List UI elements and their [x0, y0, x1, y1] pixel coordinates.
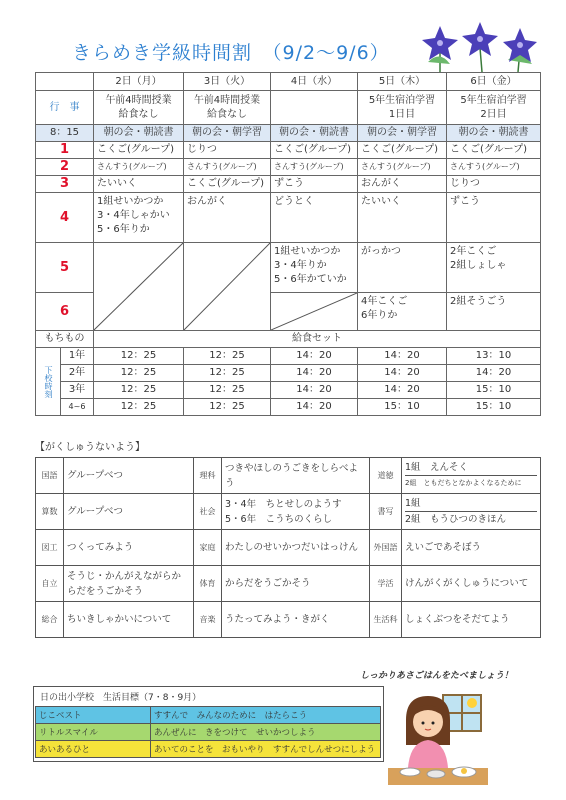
grade-label: 3年: [61, 382, 94, 399]
dismissal-time: 15：10: [447, 399, 541, 416]
day-header: 2日（月）: [94, 73, 184, 91]
learning-content-table: [35, 457, 541, 638]
subject-content: えいごであそぼう: [402, 530, 541, 566]
class-cell: さんすう(グループ): [184, 159, 271, 176]
subject-content: からだをうごかそう: [222, 566, 370, 602]
event-cell: 5年生宿泊学習 2日目: [447, 91, 541, 125]
period-number: 2: [36, 159, 94, 176]
class-cell: さんすう(グループ): [447, 159, 541, 176]
period-number: 5: [36, 243, 94, 293]
subject-label: 生活科: [370, 602, 402, 638]
subject-content: うたってみよう・きがく: [222, 602, 370, 638]
dismissal-time: 12：25: [94, 365, 184, 382]
class-cell: 1組せいかつか 3・4年りか 5・6年かていか: [271, 243, 358, 293]
class-cell: 4年こくご 6年りか: [358, 293, 447, 331]
class-cell: さんすう(グループ): [271, 159, 358, 176]
subject-label: 道徳: [370, 458, 402, 494]
subject-label: 算数: [36, 494, 64, 530]
class-cell: ずこう: [447, 193, 541, 243]
subject-content: わたしのせいかつだいはっけん: [222, 530, 370, 566]
goal-text: あいてのことを おもいやり すすんでしんせつにしよう: [151, 741, 381, 758]
subject-label: 社会: [194, 494, 222, 530]
dismissal-label: 下校時刻: [36, 348, 61, 416]
morning-cell: 朝の会・朝学習: [184, 125, 271, 142]
class-cell: こくご(グループ): [447, 142, 541, 159]
class-cell: こくご(グループ): [271, 142, 358, 159]
class-cell: おんがく: [184, 193, 271, 243]
belongings-label: もちもの: [36, 331, 94, 348]
dismissal-time: 12：25: [94, 348, 184, 365]
class-cell: がっかつ: [358, 243, 447, 293]
period-number: 6: [36, 293, 94, 331]
class-cell: たいいく: [358, 193, 447, 243]
subject-content: 1組 えんそく 2組 ともだちとなかよくなるために: [402, 458, 541, 494]
class-cell: じりつ: [447, 176, 541, 193]
subject-content: つくってみよう: [64, 530, 194, 566]
dismissal-time: 13：10: [447, 348, 541, 365]
girl-eating-breakfast-illustration: [388, 690, 488, 785]
dismissal-time: 14：20: [271, 348, 358, 365]
class-cell: さんすう(グループ): [358, 159, 447, 176]
day-header: 3日（火）: [184, 73, 271, 91]
day-header: 6日（金）: [447, 73, 541, 91]
subject-content: ちいきしゃかいについて: [64, 602, 194, 638]
morning-cell: 朝の会・朝学習: [358, 125, 447, 142]
event-cell: [271, 91, 358, 125]
class-cell: さんすう(グループ): [94, 159, 184, 176]
dismissal-time: 15：10: [358, 399, 447, 416]
dismissal-time: 14：20: [358, 382, 447, 399]
event-cell: 午前4時間授業 給食なし: [184, 91, 271, 125]
class-cell: こくご(グループ): [184, 176, 271, 193]
morning-cell: 朝の会・朝読書: [94, 125, 184, 142]
day-header: 5日（木）: [358, 73, 447, 91]
morning-cell: 朝の会・朝読書: [271, 125, 358, 142]
empty-cell: [271, 293, 358, 331]
subject-label: 理科: [194, 458, 222, 494]
dismissal-time: 14：20: [271, 399, 358, 416]
subject-content: つきやほしのうごきをしらべよう: [222, 458, 370, 494]
period-number: 3: [36, 176, 94, 193]
class-cell: こくご(グループ): [94, 142, 184, 159]
dismissal-time: 12：25: [184, 382, 271, 399]
dismissal-time: 14：20: [271, 382, 358, 399]
dismissal-time: 12：25: [94, 399, 184, 416]
class-cell: 2組そうごう: [447, 293, 541, 331]
page-title: きらめき学級時間割 （9/2〜9/6）: [72, 42, 390, 64]
subject-content: しょくぶつをそだてよう: [402, 602, 541, 638]
class-cell: こくご(グループ): [358, 142, 447, 159]
event-cell: 午前4時間授業 給食なし: [94, 91, 184, 125]
day-header: 4日（水）: [271, 73, 358, 91]
morning-time: 8：15: [36, 125, 94, 142]
class-cell: たいいく: [94, 176, 184, 193]
dismissal-time: 15：10: [447, 382, 541, 399]
goal-name: じこベスト: [36, 707, 151, 724]
grade-label: 2年: [61, 365, 94, 382]
morning-cell: 朝の会・朝読書: [447, 125, 541, 142]
subject-label: 学活: [370, 566, 402, 602]
period-number: 4: [36, 193, 94, 243]
subject-label: 国語: [36, 458, 64, 494]
dismissal-time: 14：20: [358, 365, 447, 382]
subject-label: 体育: [194, 566, 222, 602]
goal-name: リトルスマイル: [36, 724, 151, 741]
goal-text: あんぜんに きをつけて せいかつしよう: [151, 724, 381, 741]
subject-content: グループべつ: [64, 494, 194, 530]
dismissal-time: 12：25: [184, 399, 271, 416]
event-label: 行 事: [36, 91, 94, 125]
subject-content: そうじ・かんがえながらからだをうごかそう: [64, 566, 194, 602]
belongings-cell: 給食セット: [94, 331, 541, 348]
class-cell: どうとく: [271, 193, 358, 243]
class-cell: ずこう: [271, 176, 358, 193]
class-cell: じりつ: [184, 142, 271, 159]
subject-content: グループべつ: [64, 458, 194, 494]
class-cell: 2年こくご 2組しょしゃ: [447, 243, 541, 293]
event-cell: 5年生宿泊学習 1日目: [358, 91, 447, 125]
dismissal-time: 12：25: [184, 365, 271, 382]
period-number: 1: [36, 142, 94, 159]
subject-content: 3・4年 ちとせしのようす 5・6年 こうちのくらし: [222, 494, 370, 530]
subject-label: 総合: [36, 602, 64, 638]
grade-label: 4~6: [61, 399, 94, 416]
empty-cell: [94, 243, 184, 331]
life-goals-title: 日の出小学校 生活目標（7・8・9月）: [40, 693, 202, 703]
subject-label: 家庭: [194, 530, 222, 566]
bellflower-illustration: [420, 20, 540, 72]
class-cell: おんがく: [358, 176, 447, 193]
empty-cell: [184, 243, 271, 331]
subject-label: 自立: [36, 566, 64, 602]
subject-label: 外国語: [370, 530, 402, 566]
grade-label: 1年: [61, 348, 94, 365]
timetable: [35, 72, 541, 416]
subject-content: 1組 2組 もうひつのきほん: [402, 494, 541, 530]
dismissal-time: 14：20: [271, 365, 358, 382]
subject-label: 音楽: [194, 602, 222, 638]
goal-text: すすんで みんなのために はたらこう: [151, 707, 381, 724]
dismissal-time: 14：20: [447, 365, 541, 382]
dismissal-time: 12：25: [184, 348, 271, 365]
dismissal-time: 12：25: [94, 382, 184, 399]
life-goals-table: [35, 706, 381, 758]
learning-content-title: 【がくしゅうないよう】: [35, 442, 145, 453]
goal-name: あいあるひと: [36, 741, 151, 758]
breakfast-message: しっかりあさごはんをたべましょう！: [360, 671, 514, 681]
subject-label: 書写: [370, 494, 402, 530]
class-cell: 1組せいかつか 3・4年しゃかい 5・6年りか: [94, 193, 184, 243]
dismissal-time: 14：20: [358, 348, 447, 365]
subject-content: けんがくがくしゅうについて: [402, 566, 541, 602]
subject-label: 図工: [36, 530, 64, 566]
